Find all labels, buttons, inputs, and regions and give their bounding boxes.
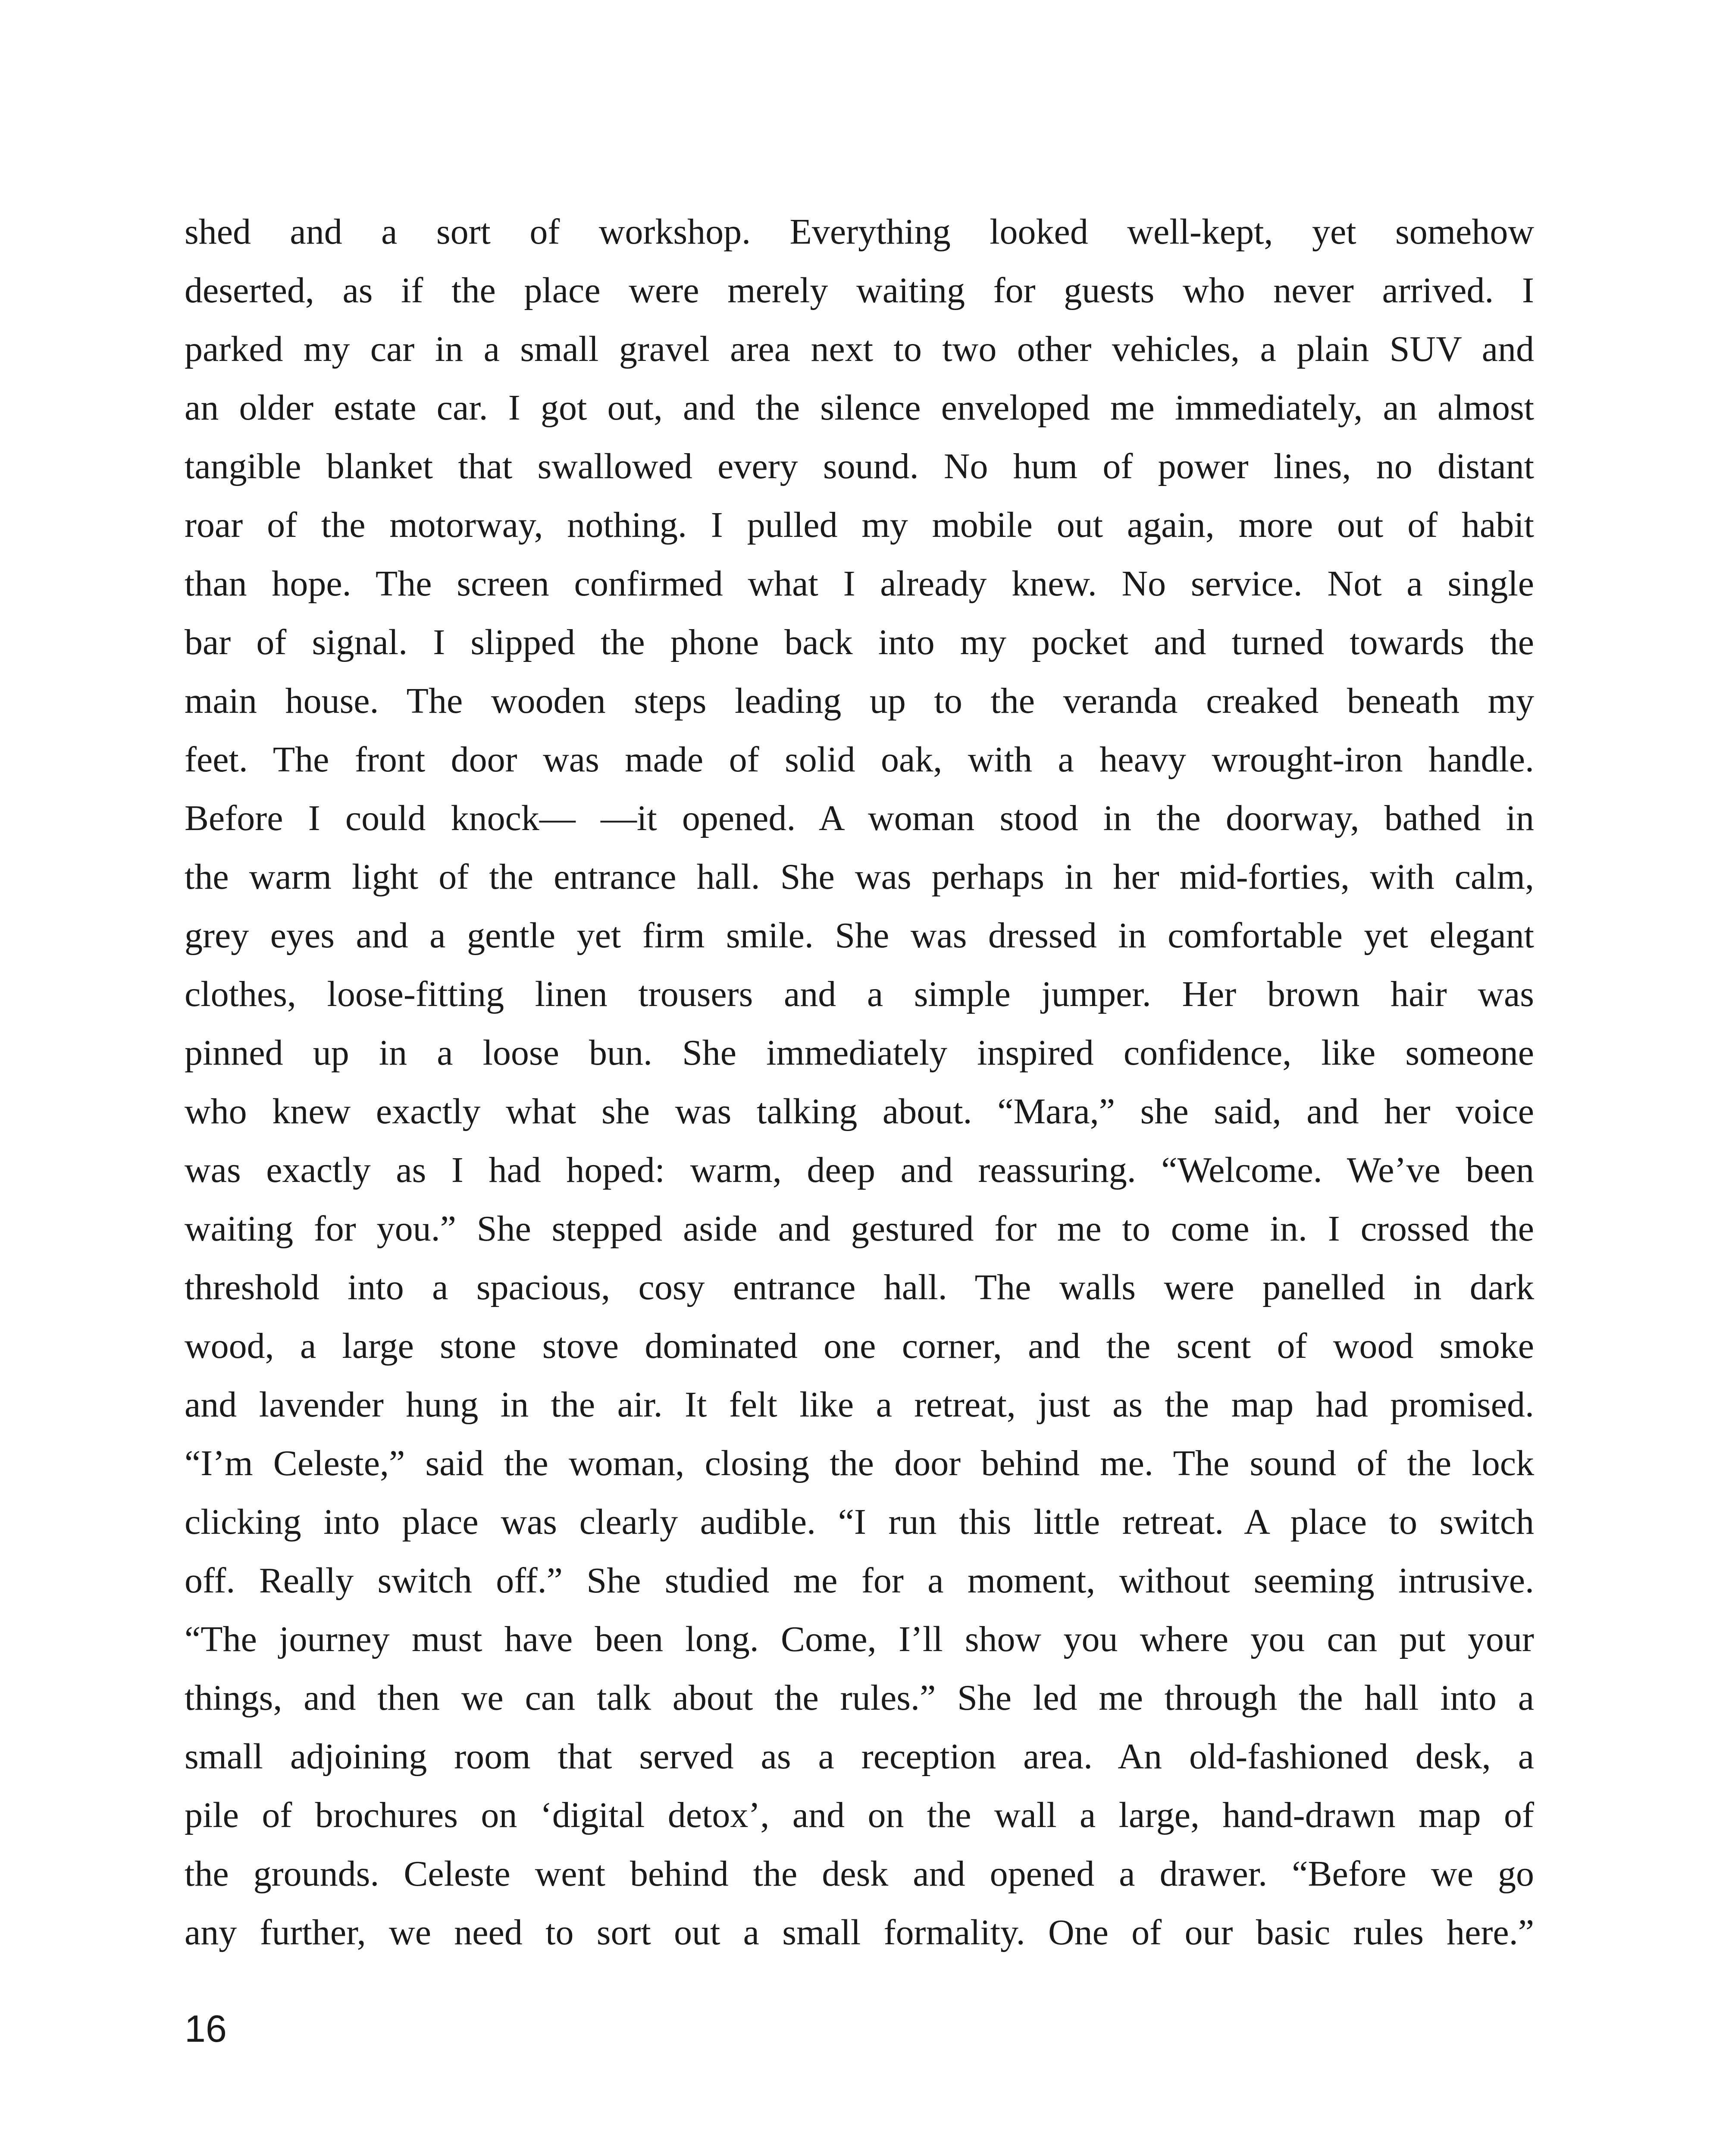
text-line: and lavender hung in the air. It felt like a retreat, just as the map had promised.: [185, 1385, 1534, 1425]
text-line: roar of the motorway, nothing. I pulled my mobile out again, more out of habit: [185, 505, 1534, 545]
text-line: who knew exactly what she was talking about. “Mara,” she said, and her voice: [185, 1091, 1534, 1131]
text-line: waiting for you.” She stepped aside and gestured for me to come in. I crossed the: [185, 1209, 1534, 1249]
text-line: off. Really switch off.” She studied me for a moment, without seeming intrusive.: [185, 1561, 1534, 1601]
text-line: clicking into place was clearly audible. “I run this little retreat. A place to switch: [185, 1502, 1534, 1542]
text-line: pile of brochures on ‘digital detox’, and on the wall a large, hand-drawn map of: [185, 1795, 1534, 1835]
text-line: was exactly as I had hoped: warm, deep and reassuring. “Welcome. We’ve been: [185, 1150, 1534, 1190]
text-line: any further, we need to sort out a small formality. One of our basic rules here.”: [185, 1912, 1534, 1952]
text-line: parked my car in a small gravel area next to two other vehicles, a plain SUV and: [185, 329, 1534, 369]
body-text: [185, 203, 1534, 1962]
text-line: “I’m Celeste,” said the woman, closing the door behind me. The sound of the lock: [185, 1443, 1534, 1483]
text-line: the grounds. Celeste went behind the desk and opened a drawer. “Before we go: [185, 1854, 1534, 1894]
text-line: clothes, loose-fitting linen trousers and a simple jumper. Her brown hair was: [185, 974, 1534, 1014]
text-line: main house. The wooden steps leading up to the veranda creaked beneath my: [185, 681, 1534, 721]
text-line: threshold into a spacious, cosy entrance hall. The walls were panelled in dark: [185, 1267, 1534, 1307]
text-line: deserted, as if the place were merely waiting for guests who never arrived. I: [185, 270, 1534, 310]
text-line: small adjoining room that served as a reception area. An old-fashioned desk, a: [185, 1736, 1534, 1777]
text-line: an older estate car. I got out, and the silence enveloped me immediately, an almost: [185, 388, 1534, 428]
page-number: 16: [185, 2007, 227, 2050]
text-line: bar of signal. I slipped the phone back into my pocket and turned towards the: [185, 622, 1534, 662]
text-line: things, and then we can talk about the rules.” She led me through the hall into a: [185, 1678, 1534, 1718]
text-line: shed and a sort of workshop. Everything looked well-kept, yet somehow: [185, 212, 1534, 252]
text-line: Before I could knock— —it opened. A woman stood in the doorway, bathed in: [185, 798, 1534, 838]
text-line: “The journey must have been long. Come, I’ll show you where you can put your: [185, 1619, 1534, 1659]
text-line: wood, a large stone stove dominated one corner, and the scent of wood smoke: [185, 1326, 1534, 1366]
text-line: grey eyes and a gentle yet firm smile. She was dressed in comfortable yet elegant: [185, 915, 1534, 956]
text-line: than hope. The screen confirmed what I already knew. No service. Not a single: [185, 564, 1534, 604]
text-line: tangible blanket that swallowed every sound. No hum of power lines, no distant: [185, 446, 1534, 486]
text-line: the warm light of the entrance hall. She was perhaps in her mid-forties, with calm,: [185, 857, 1534, 897]
text-line: pinned up in a loose bun. She immediately inspired confidence, like someone: [185, 1033, 1534, 1073]
text-line: feet. The front door was made of solid oak, with a heavy wrought-iron handle.: [185, 740, 1534, 780]
